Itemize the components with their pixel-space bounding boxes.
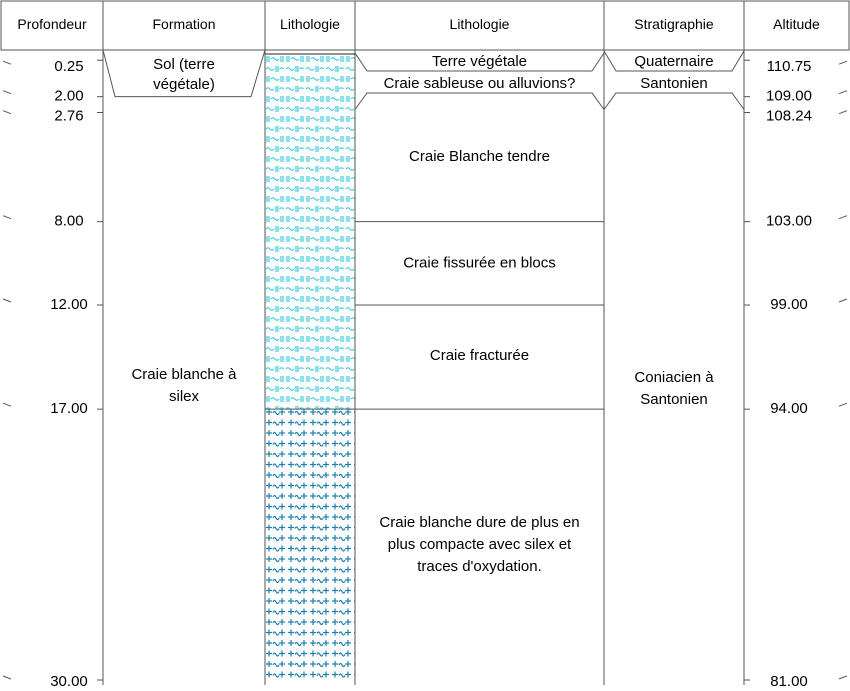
lithology-desc-line: Craie fissurée en blocs	[403, 254, 556, 272]
lithology-pattern-chalk-hard	[265, 409, 355, 680]
depth-tick	[3, 111, 11, 114]
altitude-tick	[839, 111, 847, 114]
altitude-tick	[839, 676, 847, 679]
lithology-desc-line: Craie fracturée	[429, 346, 530, 364]
formation-chalk-line: silex	[168, 387, 200, 405]
altitude-label: 108.24	[766, 107, 812, 125]
depth-tick	[3, 299, 11, 302]
depth-label: 2.76	[54, 107, 84, 125]
lithology-desc-line: traces d'oxydation.	[417, 557, 542, 575]
lithology-pattern-chalk-soft	[265, 55, 355, 409]
lithology-desc-line: plus compacte avec silex et	[387, 535, 572, 553]
header-lithologie-description: Lithologie	[449, 16, 510, 33]
stratigraphy-unit-line: Santonien	[640, 74, 708, 92]
altitude-tick	[839, 299, 847, 302]
altitude-tick	[839, 91, 847, 94]
header-altitude: Altitude	[773, 16, 820, 33]
altitude-label: 94.00	[770, 400, 808, 418]
header-profondeur: Profondeur	[17, 16, 87, 33]
stratigraphy-unit-line: Santonien	[640, 390, 708, 408]
depth-tick	[3, 61, 11, 64]
stratigraphy-unit-line: Coniacien à	[634, 368, 714, 386]
header-formation: Formation	[152, 16, 216, 33]
depth-label: 8.00	[54, 212, 84, 230]
header-stratigraphie: Stratigraphie	[634, 16, 714, 33]
stratigraphy-boundary	[604, 93, 744, 110]
altitude-label: 109.00	[766, 87, 812, 105]
lithology-boundary	[355, 53, 367, 71]
lithology-boundary	[592, 53, 604, 71]
altitude-label: 81.00	[770, 672, 808, 690]
depth-label: 2.00	[54, 87, 84, 105]
depth-label: 0.25	[54, 58, 84, 76]
formation-soil-line: Sol (terre	[153, 55, 215, 73]
depth-label: 30.00	[50, 672, 88, 690]
formation-chalk-line: Craie blanche à	[131, 365, 237, 383]
altitude-label: 110.75	[766, 58, 812, 76]
depth-tick	[3, 91, 11, 94]
depth-tick	[3, 216, 11, 219]
depth-label: 12.00	[50, 295, 88, 313]
altitude-label: 99.00	[770, 295, 808, 313]
altitude-label: 103.00	[766, 212, 812, 230]
lithology-boundary	[355, 93, 604, 110]
header-frame	[1, 1, 849, 50]
altitude-tick	[839, 61, 847, 64]
altitude-tick	[839, 216, 847, 219]
lithology-desc-line: Craie sableuse ou alluvions?	[383, 74, 576, 92]
depth-tick	[3, 403, 11, 406]
lithology-desc-line: Craie blanche dure de plus en	[379, 513, 580, 531]
altitude-tick	[839, 403, 847, 406]
header-lithologie-pattern: Lithologie	[280, 16, 340, 33]
formation-soil-line: végétale)	[153, 75, 215, 93]
depth-tick	[3, 676, 11, 679]
lithology-desc-line: Craie Blanche tendre	[409, 147, 550, 165]
lithology-desc-line: Terre végétale	[431, 52, 528, 70]
stratigraphy-unit-line: Quaternaire	[634, 52, 714, 70]
depth-label: 17.00	[50, 400, 88, 418]
